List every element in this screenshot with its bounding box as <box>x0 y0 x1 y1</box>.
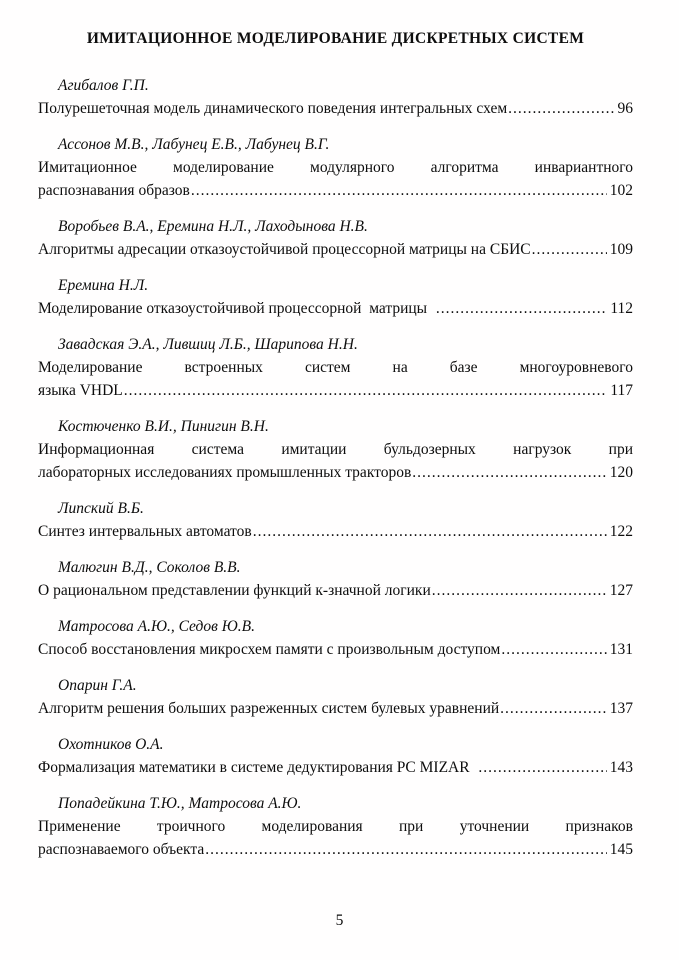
entry-authors: Опарин Г.А. <box>58 677 137 694</box>
toc-entry <box>38 415 633 484</box>
entry-page-number: 143 <box>609 759 633 776</box>
entry-title-line: Имитационное моделирование модулярного алгоритма инвариантного <box>38 159 633 176</box>
dot-leader <box>532 238 607 261</box>
dot-leader <box>205 838 607 861</box>
dot-leader <box>253 520 607 543</box>
entry-authors: Воробьев В.А., Еремина Н.Л., Лаходынова Н.В. <box>58 218 368 235</box>
dot-leader <box>191 179 607 202</box>
entry-title-line: Моделирование встроенных систем на базе многоуровневого <box>38 359 633 376</box>
entry-title-last-line <box>38 379 633 402</box>
toc-entry <box>38 333 633 402</box>
toc-entry <box>38 74 633 120</box>
toc-entry <box>38 615 633 661</box>
entry-title-text: распознаваемого объекта <box>38 841 205 858</box>
toc-list <box>38 74 633 861</box>
entry-title-text: лабораторных исследованиях промышленных тракторов <box>38 464 412 481</box>
entry-title-last-line <box>38 756 633 779</box>
document-title: ИМИТАЦИОННОЕ МОДЕЛИРОВАНИЕ ДИСКРЕТНЫХ СИСТЕМ <box>86 30 585 47</box>
entry-title-text: Полурешеточная модель динамического поведения интегральных схем <box>38 100 508 117</box>
entry-title-text: Моделирование отказоустойчивой процессорной матрицы <box>38 300 435 317</box>
entry-title-text: языка VHDL <box>38 382 123 399</box>
entry-authors: Попадейкина Т.Ю., Матросова А.Ю. <box>58 795 302 812</box>
toc-entry <box>38 274 633 320</box>
dot-leader <box>508 97 614 120</box>
entry-authors: Липский В.Б. <box>58 500 144 517</box>
dot-leader <box>500 697 607 720</box>
entry-title-last-line <box>38 238 633 261</box>
entry-title-last-line <box>38 838 633 861</box>
entry-title-last-line <box>38 297 633 320</box>
entry-title-line: Информационная система имитации бульдозерных нагрузок при <box>38 441 633 458</box>
dot-leader <box>412 461 606 484</box>
entry-title-last-line <box>38 179 633 202</box>
dot-leader <box>501 638 606 661</box>
entry-authors: Завадская Э.А., Лившиц Л.Б., Шарипова Н.Н. <box>58 336 358 353</box>
entry-title-last-line <box>38 638 633 661</box>
dot-leader <box>436 297 607 320</box>
toc-entry <box>38 497 633 543</box>
entry-authors: Костюченко В.И., Пинигин В.Н. <box>58 418 269 435</box>
page-number: 5 <box>335 912 344 929</box>
entry-authors: Малюгин В.Д., Соколов В.В. <box>58 559 241 576</box>
entry-title-last-line <box>38 97 633 120</box>
entry-title-last-line <box>38 697 633 720</box>
entry-title-text: Способ восстановления микросхем памяти с произвольным доступом <box>38 641 501 658</box>
toc-entry <box>38 556 633 602</box>
entry-title-text: О рациональном представлении функций к-значной логики <box>38 582 431 599</box>
entry-page-number: 137 <box>609 700 633 717</box>
entry-authors: Охотников О.А. <box>58 736 164 753</box>
entry-authors: Матросова А.Ю., Седов Ю.В. <box>58 618 255 635</box>
entry-page-number: 109 <box>609 241 633 258</box>
entry-title-text: Синтез интервальных автоматов <box>38 523 252 540</box>
dot-leader <box>124 379 608 402</box>
toc-entry <box>38 792 633 861</box>
entry-title-text: распознавания образов <box>38 182 190 199</box>
entry-title-last-line <box>38 579 633 602</box>
entry-title-text: Алгоритм решения больших разреженных систем булевых уравнений <box>38 700 500 717</box>
entry-page-number: 145 <box>609 841 633 858</box>
entry-authors: Еремина Н.Л. <box>58 277 149 294</box>
entry-page-number: 117 <box>610 382 633 399</box>
entry-page-number: 127 <box>609 582 633 599</box>
entry-authors: Агибалов Г.П. <box>58 77 149 94</box>
entry-page-number: 112 <box>610 300 633 317</box>
entry-authors: Ассонов М.В., Лабунец Е.В., Лабунец В.Г. <box>58 136 330 153</box>
entry-title-line: Применение троичного моделирования при уточнении признаков <box>38 818 633 835</box>
entry-page-number: 102 <box>609 182 633 199</box>
dot-leader <box>478 756 606 779</box>
entry-title-last-line <box>38 461 633 484</box>
dot-leader <box>432 579 607 602</box>
entry-page-number: 96 <box>617 100 633 117</box>
toc-entry <box>38 674 633 720</box>
entry-title-last-line <box>38 520 633 543</box>
entry-page-number: 120 <box>609 464 633 481</box>
entry-title-text: Формализация математики в системе дедуктирования PC MIZAR <box>38 759 478 776</box>
entry-title-text: Алгоритмы адресации отказоустойчивой процессорной матрицы на СБИС <box>38 241 531 258</box>
entry-page-number: 131 <box>609 641 633 658</box>
toc-entry <box>38 733 633 779</box>
entry-page-number: 122 <box>609 523 633 540</box>
toc-entry <box>38 215 633 261</box>
toc-entry <box>38 133 633 202</box>
